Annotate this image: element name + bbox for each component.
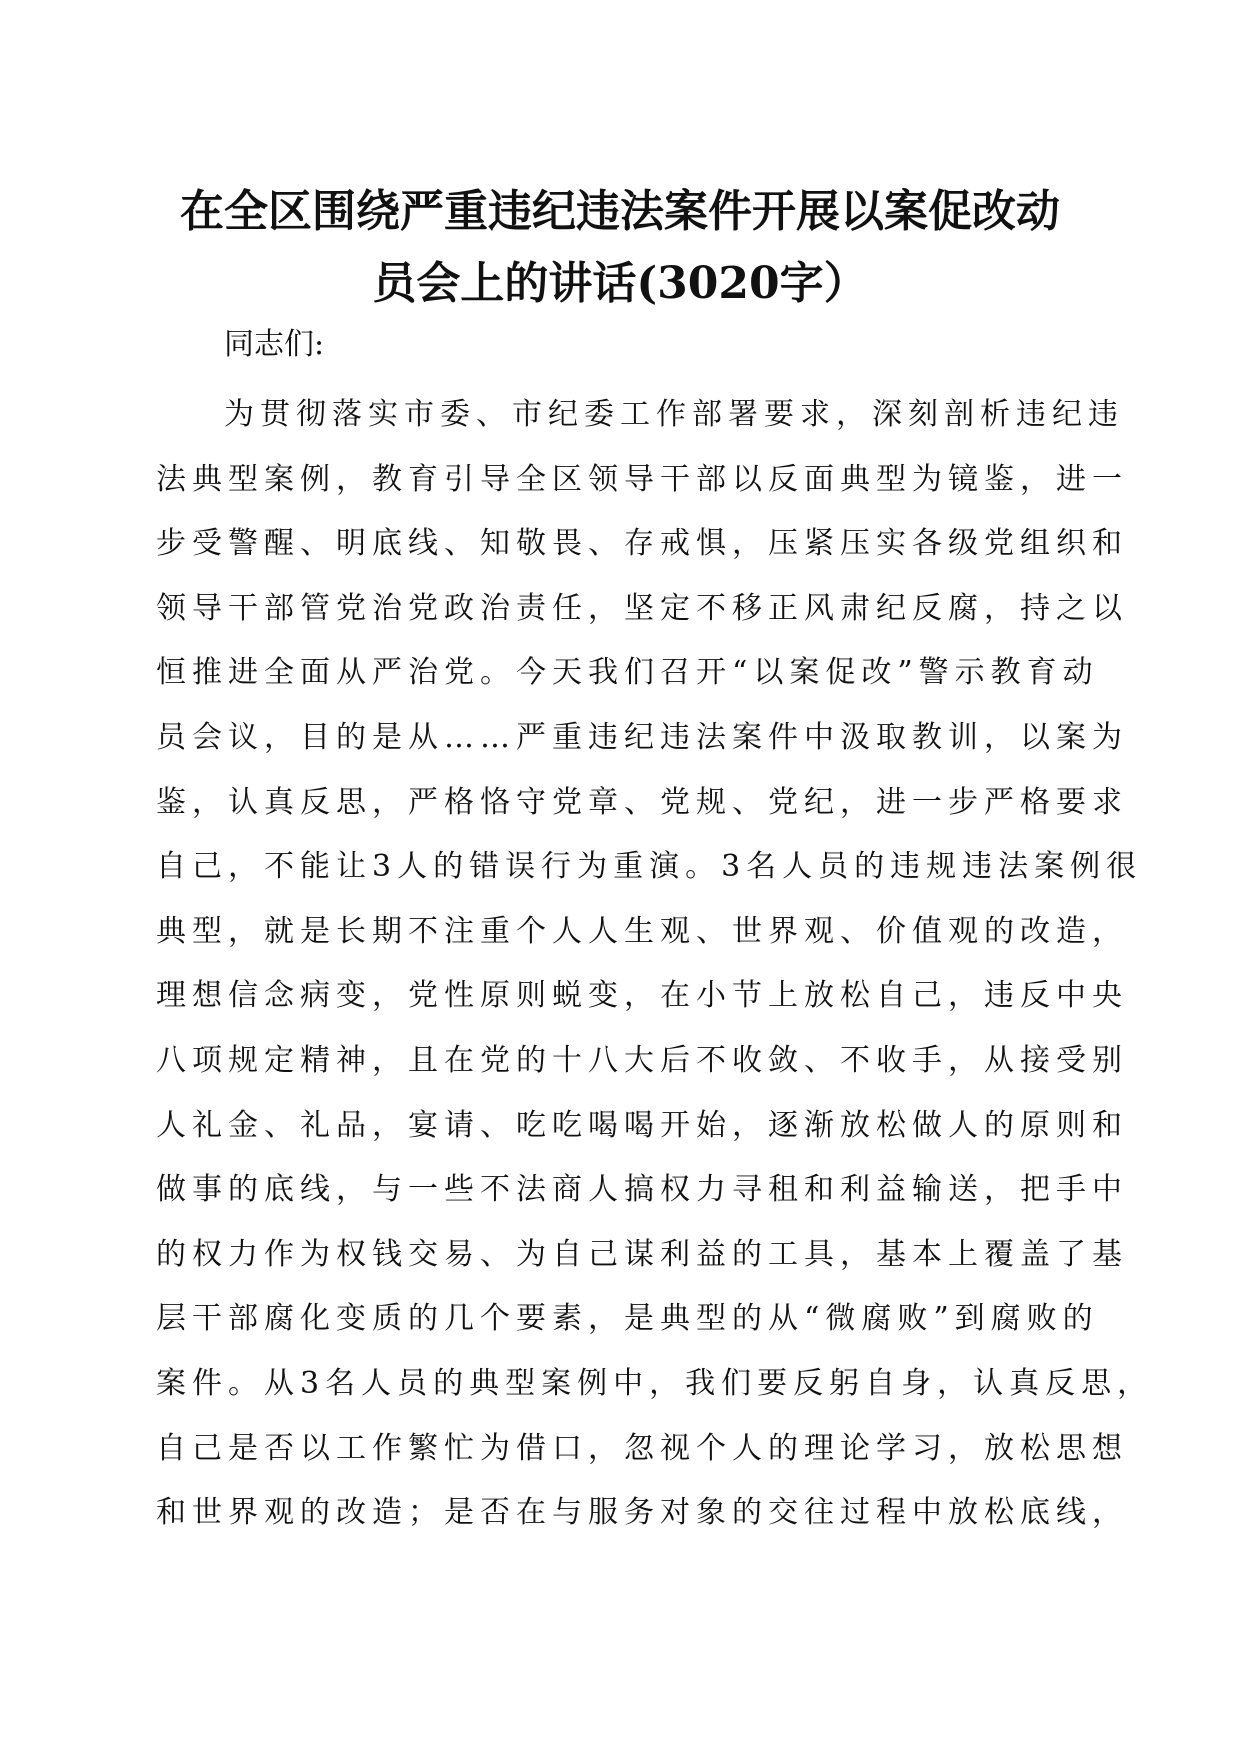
body-line: 领导干部管党治党政治责任，坚定不移正风肃纪反腐，持之以 bbox=[156, 590, 1128, 626]
body-line: 典型，就是长期不注重个人人生观、世界观、价值观的改造， bbox=[156, 913, 1128, 949]
body-line: 八项规定精神，且在党的十八大后不收敛、不收手，从接受别 bbox=[156, 1042, 1128, 1078]
document-title bbox=[150, 176, 1090, 320]
body-paragraph bbox=[156, 383, 1154, 1546]
title-line-1: 在全区围绕严重违纪违法案件开展以案促改动 bbox=[180, 186, 1060, 237]
body-line: 自己，不能让3人的错误行为重演。3名人员的违规违法案例很 bbox=[156, 849, 1143, 885]
body-line: 法典型案例，教育引导全区领导干部以反面典型为镜鉴，进一 bbox=[156, 461, 1128, 497]
body-line: 鉴，认真反思，严格恪守党章、党规、党纪，进一步严格要求 bbox=[156, 784, 1128, 820]
body-line: 理想信念病变，党性原则蜕变，在小节上放松自己，违反中央 bbox=[156, 978, 1128, 1014]
body-line: 和世界观的改造；是否在与服务对象的交往过程中放松底线， bbox=[156, 1495, 1128, 1531]
body-line: 层干部腐化变质的几个要素，是典型的从“微腐败”到腐败的 bbox=[156, 1301, 1099, 1337]
body-line: 人礼金、礼品，宴请、吃吃喝喝开始，逐渐放松做人的原则和 bbox=[156, 1107, 1128, 1143]
body-line: 案件。从3名人员的典型案例中，我们要反躬自身，认真反思， bbox=[156, 1365, 1154, 1401]
body-line: 恒推进全面从严治党。今天我们召开“以案促改”警示教育动 bbox=[156, 655, 1099, 691]
body-line: 员会议，目的是从……严重违纪违法案件中汲取教训，以案为 bbox=[156, 719, 1128, 755]
body-line: 做事的底线，与一些不法商人搞权力寻租和利益输送，把手中 bbox=[156, 1172, 1128, 1208]
salutation: 同志们: bbox=[224, 327, 325, 362]
body-line: 的权力作为权钱交易、为自己谋利益的工具，基本上覆盖了基 bbox=[156, 1236, 1128, 1272]
body-line: 为贯彻落实市委、市纪委工作部署要求，深刻剖析违纪违 bbox=[224, 397, 1124, 432]
body-line: 自己是否以工作繁忙为借口，忽视个人的理论学习，放松思想 bbox=[156, 1430, 1128, 1466]
body-line: 步受警醒、明底线、知敬畏、存戒惧，压紧压实各级党组织和 bbox=[156, 526, 1128, 562]
title-line-2: 员会上的讲话(3020字） bbox=[372, 258, 868, 309]
